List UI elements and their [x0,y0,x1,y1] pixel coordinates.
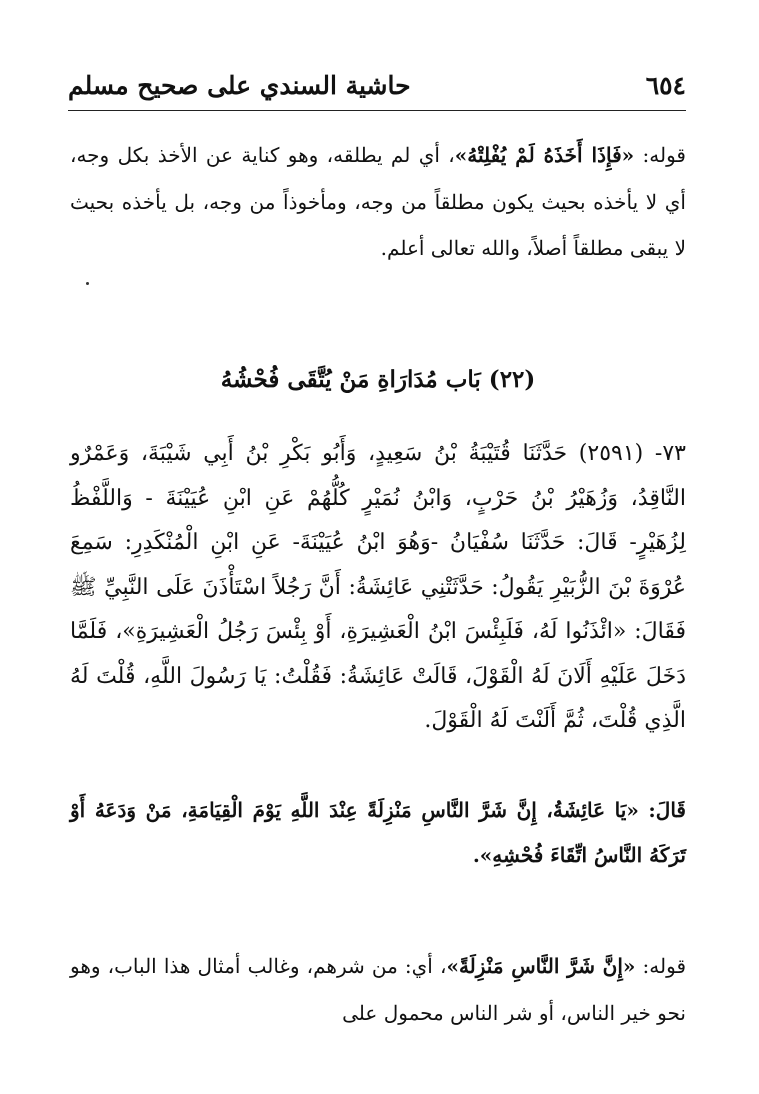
commentary-1-prefix: قوله: [634,143,686,167]
header-rule [68,110,686,111]
commentary-paragraph-2 [70,943,686,1036]
running-title: حاشية السندي على صحيح مسلم [68,71,411,100]
page-number: ٦٥٤ [645,71,686,100]
commentary-1-text: ، أي لم يطلقه، وهو كناية عن الأخذ بكل وجه، أي لا يأخذه بحيث يكون مطلقاً من وجه، ومأخوذاً من وجه، بل يأخذه بحيث لا يبقى مطلقاً أصلاً، والله تعالى أعلم. [70,143,686,260]
commentary-2-quote: «إِنَّ شَرَّ النَّاسِ مَنْزِلَةً» [446,954,636,978]
commentary-2-prefix: قوله: [635,954,686,978]
chapter-title: (٢٢) بَاب مُدَارَاةِ مَنْ يُتَّقَى فُحْشُهُ [220,366,536,393]
commentary-1-quote: «فَإِذَا أَخَذَهُ لَمْ يُفْلِتْهُ» [454,143,635,167]
prophet-saying: قَالَ: «يَا عَائِشَةُ، إِنَّ شَرَّ النَّاسِ مَنْزِلَةً عِنْدَ اللَّهِ يَوْمَ الْقِيَامَةِ، مَنْ وَدَعَهُ أَوْ تَرَكَهُ النَّاسُ اتِّقَاءَ فُحْشِهِ». [70,798,686,867]
hadith-text: ٧٣- (٢٥٩١) حَدَّثَنَا قُتَيْبَةُ بْنُ سَعِيدٍ، وَأَبُو بَكْرِ بْنُ أَبِي شَيْبَةَ، وَعَمْرٌو النَّاقِدُ، وَزُهَيْرُ بْنُ حَرْبٍ، وَابْنُ نُمَيْرٍ كُلُّهُمْ عَنِ ابْنِ عُيَيْنَةَ - وَاللَّفْظُ لِزُهَيْرٍ- قَالَ: حَدَّثَنَا سُفْيَانُ -وَهُوَ ابْنُ عُيَيْنَةَ- عَنِ ابْنِ الْمُنْكَدِرِ: سَمِعَ عُرْوَةَ بْنَ الزُّبَيْرِ يَقُولُ: حَدَّثَتْنِي عَائِشَةُ: أَنَّ رَجُلاً اسْتَأْذَنَ عَلَى النَّبِيِّ ﷺ فَقَالَ: «ائْذَنُوا لَهُ، فَلَبِئْسَ ابْنُ الْعَشِيرَةِ، أَوْ بِئْسَ رَجُلُ الْعَشِيرَةِ»، فَلَمَّا دَخَلَ عَلَيْهِ أَلَانَ لَهُ الْقَوْلَ، قَالَتْ عَائِشَةُ: فَقُلْتُ: يَا رَسُولَ اللَّهِ، قُلْتَ لَهُ الَّذِي قُلْتَ، ثُمَّ أَلَنْتَ لَهُ الْقَوْلَ. [70,441,686,733]
page-header [68,56,686,106]
commentary-2-text: ، أي: من شرهم، وغالب أمثال هذا الباب، وهو نحو خير الناس، أو شر الناس محمول على [70,954,686,1025]
commentary-paragraph-1 [70,132,686,272]
stray-dot [86,282,89,285]
